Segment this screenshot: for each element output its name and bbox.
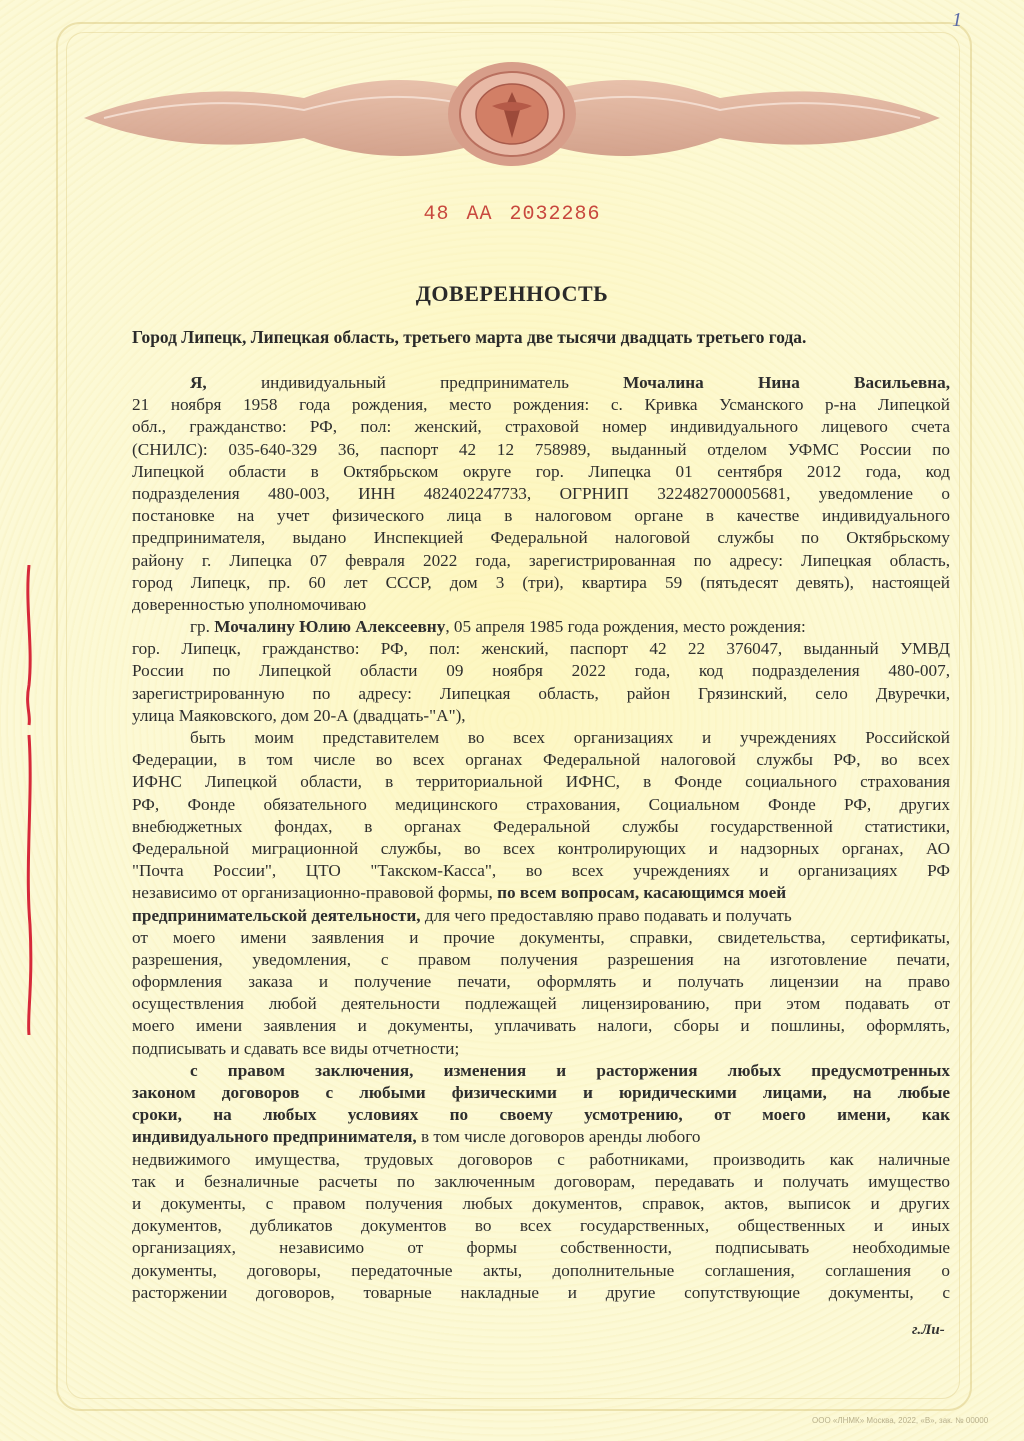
contracts-text: в том числе договоров аренды любого [416, 1127, 701, 1147]
punctuation: , [945, 373, 950, 392]
page-number [948, 4, 968, 34]
powers-text: для чего предоставляю право подавать и получать [420, 905, 792, 925]
powers-line: оформления заказа и получение печати, оформлять и получать лицензии на право [132, 972, 950, 992]
powers-line: осуществления любой деятельности подлежащей лицензированию, при этом подавать от [132, 994, 950, 1014]
principal-status-word: предприниматель [440, 373, 569, 392]
principal-surname: Мочалина [623, 373, 704, 392]
powers-line: быть моим представителем во всех организациях и учреждениях Российской [190, 728, 950, 747]
principal-line: (СНИЛС): 035-640-329 36, паспорт 42 12 758989, выданный отделом УФМС России по [132, 439, 950, 459]
principal-intro-line [132, 372, 950, 394]
contracts-line: документов, дубликатов документов во всех государственных, общественных и иных [132, 1216, 950, 1236]
powers-line: Федеральной миграционной службы, во всех контролирующих и надзорных органах, АО [132, 838, 950, 858]
representative-line: улица Маяковского, дом 20-А (двадцать-"А"), [132, 705, 466, 725]
contracts-line: с правом заключения, изменения и расторжения любых предусмотренных [190, 1060, 950, 1080]
page-number-text: 1 [952, 9, 962, 31]
representative-birth: , 05 апреля 1985 года рождения, место рождения: [445, 617, 806, 637]
powers-line: от моего имени заявления и прочие документы, справки, свидетельства, сертификаты, [132, 927, 950, 947]
principal-patronymic: Васильевна [854, 373, 946, 392]
powers-line [132, 882, 950, 904]
place-and-date: Город Липецк, Липецкая область, третьего марта две тысячи двадцать третьего года. [132, 327, 807, 347]
representative-prefix: гр. [190, 617, 210, 637]
principal-line: Липецкой области в Октябрьском округе гор. Липецка 01 сентября 2012 года, код [132, 461, 950, 481]
powers-emphasis: по всем вопросам, касающимся моей [497, 883, 787, 903]
principal-line: постановке на учет физического лица в налоговом органе в качестве индивидуального [132, 506, 950, 526]
powers-line: РФ, Фонде обязательного медицинского страхования, Социальном Фонде РФ, других [132, 794, 950, 814]
powers-line: Федерации, в том числе во всех органах Федеральной налоговой службы РФ, во всех [132, 750, 950, 770]
powers-line: разрешения, уведомления, с правом получения разрешения на изготовление печати, [132, 949, 950, 969]
contracts-line: организациях, независимо от формы собственности, подписывать необходимые [132, 1238, 950, 1258]
form-serial-number: 48 АА 2032286 [423, 203, 601, 226]
principal-line: город Липецк, пр. 60 лет СССР, дом 3 (три), квартира 59 (пятьдесят девять), настоящей [132, 572, 950, 592]
principal-line: обл., гражданство: РФ, пол: женский, страховой номер индивидуального лицевого счета [132, 417, 950, 437]
powers-text: независимо от организационно-правовой формы, [132, 883, 498, 903]
principal-pronoun: Я, [190, 373, 207, 392]
principal-first-name: Нина [758, 373, 800, 392]
document-body [132, 372, 950, 1304]
representative-name: Мочалину Юлию Алексеевну [214, 617, 446, 637]
contracts-line: расторжении договоров, товарные накладные и другие сопутствующие документы, с [132, 1282, 950, 1302]
emblem-ornament [64, 58, 960, 178]
representative-line: России по Липецкой области 09 ноября 2022 года, код подразделения 480-007, [132, 661, 950, 681]
contracts-line: так и безналичные расчеты по заключенным договорам, передавать и получать имущество [132, 1171, 950, 1191]
powers-line: ИФНС Липецкой области, в территориальной ИФНС, в Фонде социального страхования [132, 772, 950, 792]
representative-line: зарегистрированную по адресу: Липецкая область, район Грязинский, село Двуречки, [132, 683, 950, 703]
principal-line: 21 ноября 1958 года рождения, место рождения: с. Кривка Усманского р-на Липецкой [132, 395, 950, 415]
page-continuation-marker: г.Ли- [912, 1322, 945, 1338]
printer-imprint: ООО «ЛНМК» Москва, 2022, «В», зак. № 00000 [812, 1416, 989, 1425]
contracts-line: и документы, с правом получения любых документов, справок, актов, выписок и других [132, 1193, 950, 1213]
contracts-line: недвижимого имущества, трудовых договоров с работниками, производить как наличные [132, 1149, 950, 1169]
powers-line: подписывать и сдавать все виды отчетности; [132, 1038, 460, 1058]
powers-line: "Почта России", ЦТО "Такском-Касса", во всех учреждениях и организациях РФ [132, 861, 950, 881]
contracts-line: сроки, на любых условиях по своему усмотрению, от моего имени, как [132, 1105, 950, 1125]
powers-emphasis: предпринимательской деятельности, [132, 905, 421, 925]
powers-line [132, 905, 950, 927]
powers-line: моего имени заявления и документы, уплачивать налоги, сборы и пошлины, оформлять, [132, 1016, 950, 1036]
powers-line: внебюджетных фондах, в органах Федеральной службы государственной статистики, [132, 816, 950, 836]
contracts-emphasis: индивидуального предпринимателя, [132, 1127, 417, 1147]
principal-line: подразделения 480-003, ИНН 482402247733, ОГРНИП 322482700005681, уведомление о [132, 483, 950, 503]
principal-line: району г. Липецка 07 февраля 2022 года, зарегистрированная по адресу: Липецкая область, [132, 550, 950, 570]
binding-thread [21, 565, 37, 1035]
principal-line: доверенностью уполномочиваю [132, 594, 367, 614]
representative-line: гор. Липецк, гражданство: РФ, пол: женский, паспорт 42 22 376047, выданный УМВД [132, 639, 950, 659]
contracts-line: документы, договоры, передаточные акты, дополнительные соглашения, соглашения о [132, 1260, 950, 1280]
document-title: ДОВЕРЕННОСТЬ [415, 281, 609, 306]
contracts-line [132, 1126, 950, 1148]
principal-status-word: индивидуальный [260, 373, 386, 392]
principal-line: предпринимателя, выдано Инспекцией Федеральной налоговой службы по Октябрьскому [132, 528, 950, 548]
representative-intro-line [132, 616, 950, 638]
contracts-line: законом договоров с любыми физическими и юридическими лицами, на любые [132, 1083, 950, 1102]
